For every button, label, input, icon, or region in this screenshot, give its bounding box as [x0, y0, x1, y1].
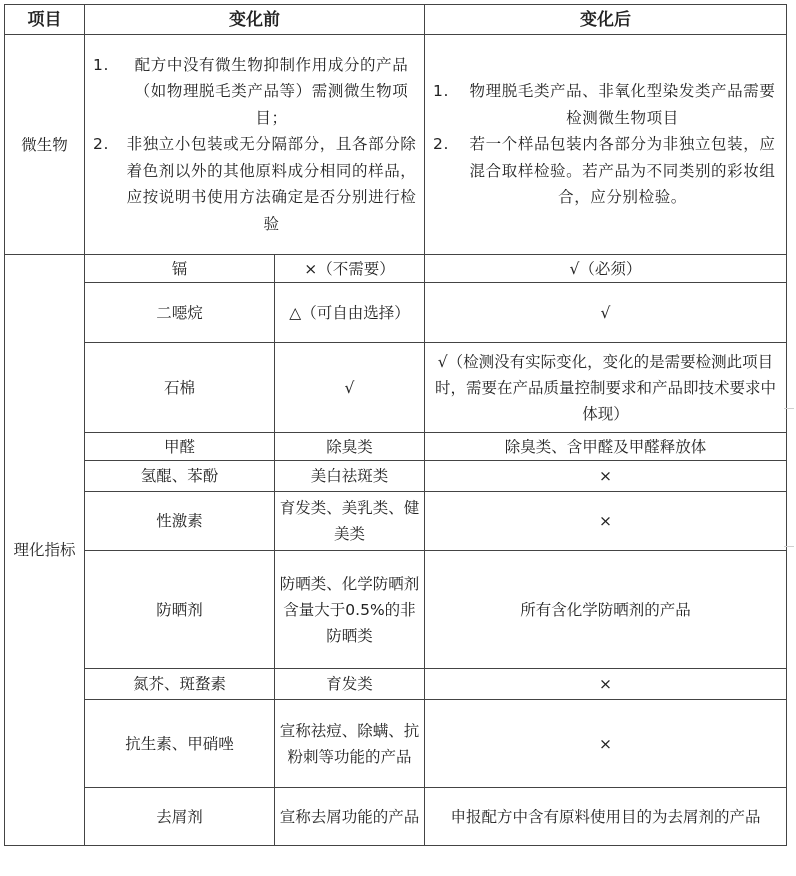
row-after: × — [425, 461, 787, 492]
table-row — [5, 700, 787, 788]
microbe-label: 微生物 — [5, 35, 85, 255]
list-item: 1. 配方中没有微生物抑制作用成分的产品（如物理脱毛类产品等）需测微生物项目； — [93, 55, 409, 127]
row-before: 育发类 — [275, 669, 425, 700]
row-name: 石棉 — [85, 343, 275, 433]
row-before: 除臭类 — [275, 433, 425, 461]
page-edge-mark — [784, 408, 794, 409]
row-before: 美白祛斑类 — [275, 461, 425, 492]
header-item: 项目 — [5, 5, 85, 35]
row-name: 性激素 — [85, 492, 275, 551]
row-after: √ — [425, 283, 787, 343]
row-after: √（检测没有实际变化，变化的是需要检测此项目时，需要在产品质量控制要求和产品即技术要求中体现） — [425, 343, 787, 433]
microbe-after-cell — [425, 35, 787, 255]
comparison-table — [4, 4, 787, 846]
row-name: 防晒剂 — [85, 551, 275, 669]
row-after: × — [425, 492, 787, 551]
row-name: 氮芥、斑蝥素 — [85, 669, 275, 700]
row-name: 氢醌、苯酚 — [85, 461, 275, 492]
row-name: 二噁烷 — [85, 283, 275, 343]
table-row — [5, 669, 787, 700]
table-row — [5, 461, 787, 492]
row-before: √ — [275, 343, 425, 433]
table-row — [5, 492, 787, 551]
row-name: 抗生素、甲硝唑 — [85, 700, 275, 788]
list-item: 2. 非独立小包装或无分隔部分，且各部分除着色剂以外的其他原料成分相同的样品，应按说明书使用方法确定是否分别进行检验 — [93, 135, 417, 233]
row-name: 镉 — [85, 255, 275, 283]
header-row — [5, 5, 787, 35]
page-edge-mark — [784, 546, 794, 547]
list-item: 1. 物理脱毛类产品、非氧化型染发类产品需要检测微生物项目 — [433, 82, 776, 127]
row-after: 申报配方中含有原料使用目的为去屑剂的产品 — [425, 788, 787, 846]
row-before: 宣称祛痘、除螨、抗粉刺等功能的产品 — [275, 700, 425, 788]
header-before: 变化前 — [85, 5, 425, 35]
header-after: 变化后 — [425, 5, 787, 35]
row-name: 去屑剂 — [85, 788, 275, 846]
microbe-before-list — [89, 52, 420, 238]
row-after: × — [425, 700, 787, 788]
table-row — [5, 283, 787, 343]
row-before: 育发类、美乳类、健美类 — [275, 492, 425, 551]
row-after: × — [425, 669, 787, 700]
row-before: 防晒类、化学防晒剂含量大于0.5%的非防晒类 — [275, 551, 425, 669]
row-after: 除臭类、含甲醛及甲醛释放体 — [425, 433, 787, 461]
microbe-before-cell — [85, 35, 425, 255]
comparison-table-container — [4, 4, 787, 846]
microbe-row — [5, 35, 787, 255]
row-before: ×（不需要） — [275, 255, 425, 283]
table-row — [5, 433, 787, 461]
row-before: △（可自由选择） — [275, 283, 425, 343]
list-item: 2. 若一个样品包装内各部分为非独立包装，应混合取样检验。若产品为不同类别的彩妆组合，应分别检验。 — [433, 135, 776, 207]
row-before: 宣称去屑功能的产品 — [275, 788, 425, 846]
table-row — [5, 788, 787, 846]
table-row — [5, 343, 787, 433]
physchem-label-cell: 理化指标 — [5, 255, 85, 846]
row-after: √（必须） — [425, 255, 787, 283]
microbe-after-list — [429, 78, 782, 211]
row-after: 所有含化学防晒剂的产品 — [425, 551, 787, 669]
row-name: 甲醛 — [85, 433, 275, 461]
table-row — [5, 551, 787, 669]
table-row — [5, 255, 787, 283]
